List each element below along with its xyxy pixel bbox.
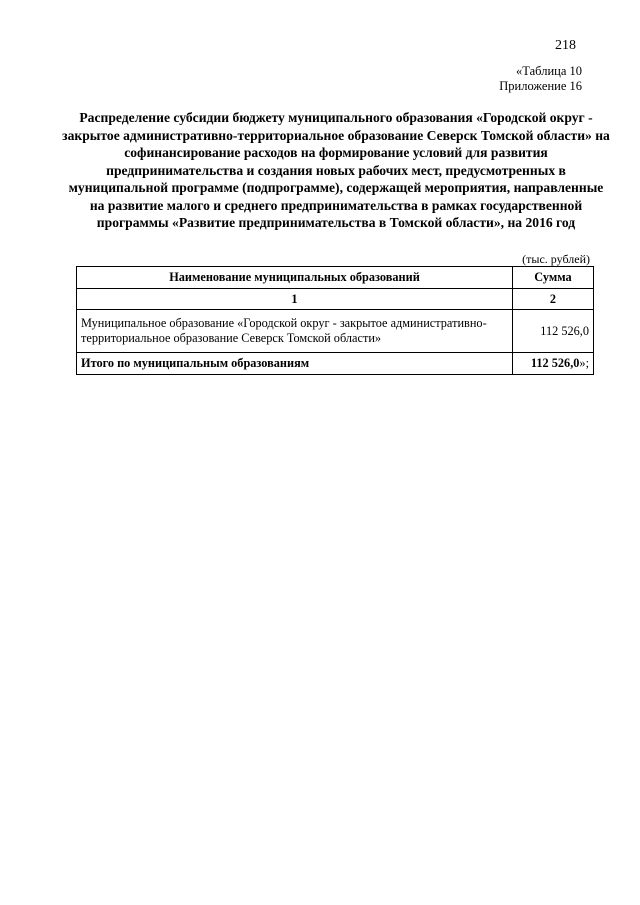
total-sum: 112 526,0	[530, 356, 580, 370]
page-number: 218	[555, 38, 576, 53]
appendix-number: Приложение 16	[499, 79, 582, 93]
header-name: Наименование муниципальных образований	[77, 267, 513, 289]
column-number-row	[77, 289, 594, 310]
subsidy-table	[76, 266, 594, 375]
header-sum: Сумма	[513, 267, 594, 289]
table-header-row	[77, 267, 594, 289]
column-number-sum: 2	[513, 289, 594, 310]
unit-label: (тыс. рублей)	[522, 252, 590, 266]
total-label: Итого по муниципальным образованиям	[77, 353, 513, 375]
document-title: Распределение субсидии бюджету муниципального образования «Городской округ - закрытое административно-территориальное образование Северск Томской области» на софинансирование расходов на формирование условий для развития предпринимательства и создания новых рабочих мест, предусмотренных в муниципальной программе (подпрограмме), содержащей мероприятия, направленные на развитие малого и среднего предпринимательства в рамках государственной программы «Развитие предпринимательства в Томской области», на 2016 год	[62, 110, 610, 230]
column-number-name: 1	[77, 289, 513, 310]
appendix-reference	[499, 64, 582, 94]
total-sum-cell	[513, 353, 594, 375]
row-name: Муниципальное образование «Городской округ - закрытое административно-территориальное образование Северск Томской области»	[77, 310, 513, 353]
total-row	[77, 353, 594, 375]
total-suffix: »;	[579, 356, 589, 370]
table-row	[77, 310, 594, 353]
row-sum: 112 526,0	[513, 310, 594, 353]
table-reference: «Таблица 10	[516, 64, 582, 78]
